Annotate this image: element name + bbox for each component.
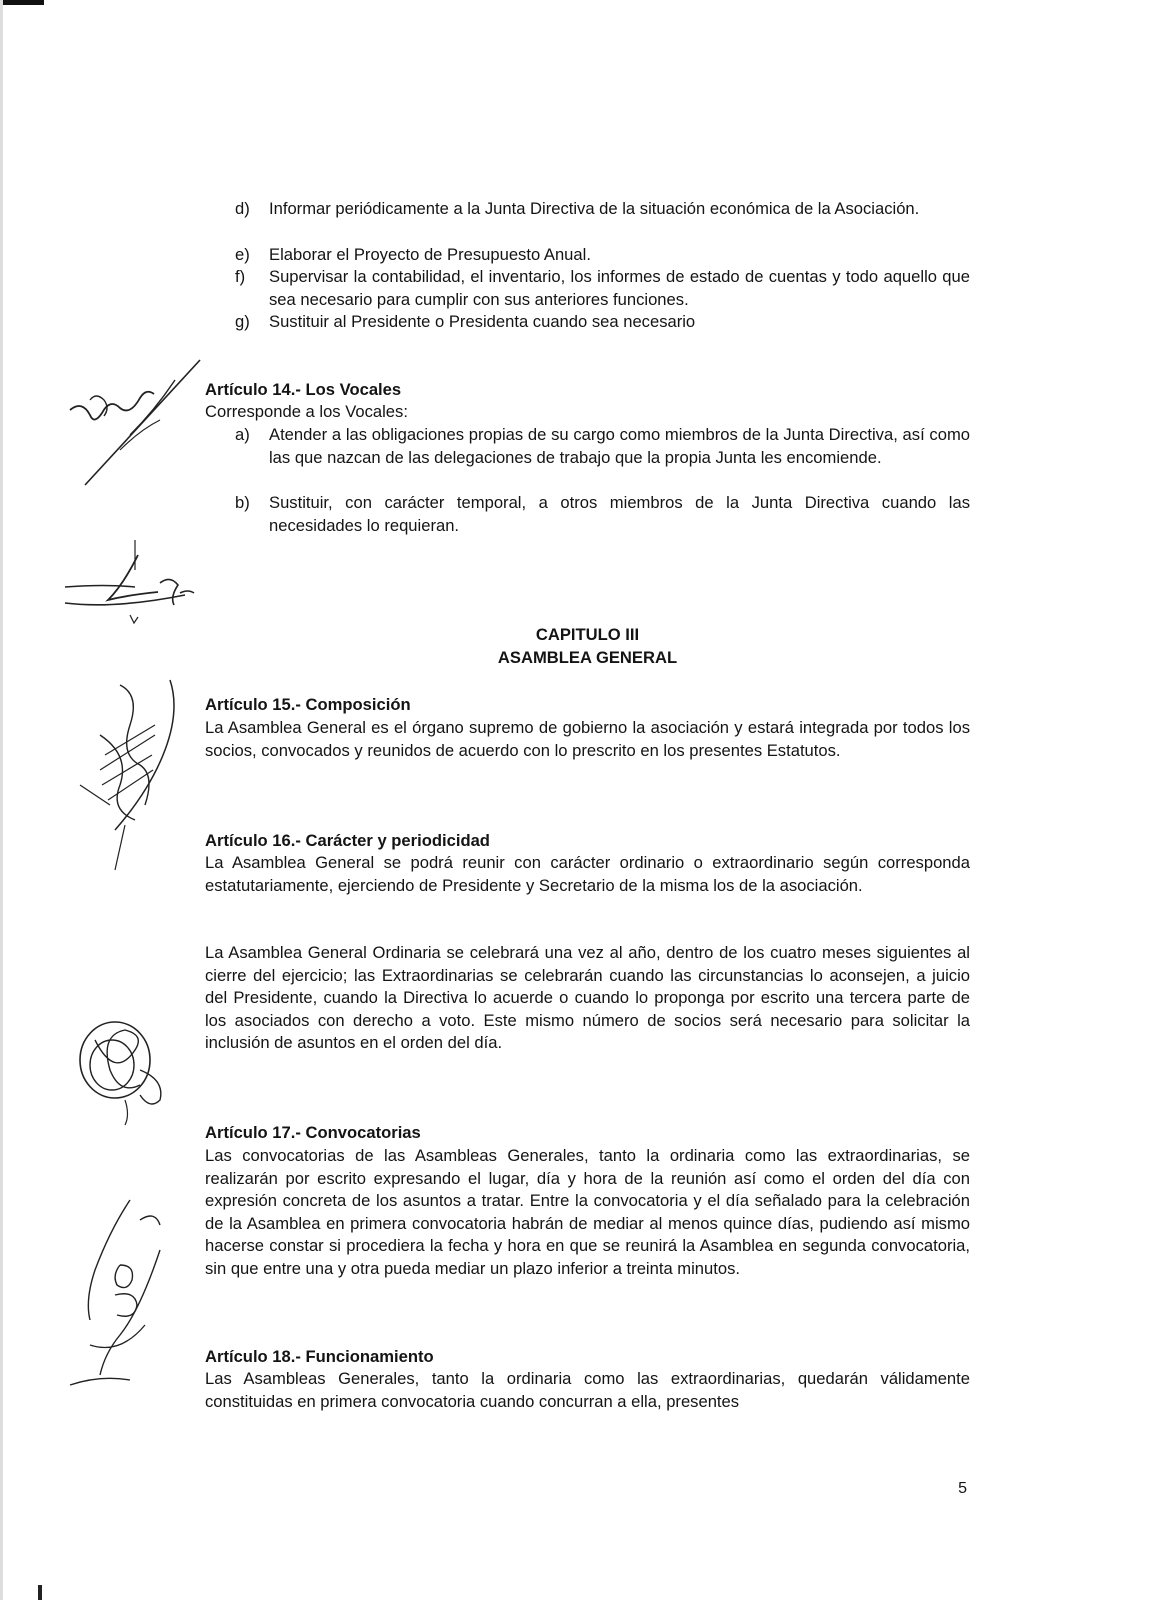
signature-2 [60, 535, 210, 645]
article-14-title: Artículo 14.- Los Vocales [205, 380, 402, 399]
signature-5 [60, 1195, 200, 1395]
chapter-number: CAPITULO III [535, 625, 640, 644]
chapter-title: ASAMBLEA GENERAL [497, 648, 678, 667]
article-15-text: La Asamblea General es el órgano supremo de gobierno la asociación y estará integrada por todos los socios, convocados y reunidos de acuerdo con lo prescrito en los presentes Estatutos. [205, 718, 970, 760]
scan-edge-mark [38, 1585, 42, 1600]
article-18-text: Las Asambleas Generales, tanto la ordinaria como las extraordinarias, quedarán válidamente constituidas en primera convocatoria cuando concurran a ella, presentes [205, 1369, 970, 1411]
article-16-paragraph: La Asamblea General se podrá reunir con carácter ordinario o extraordinario según corresponda estatutariamente, ejerciendo de Presidente y Secretario de la misma los de la asociación. [205, 853, 970, 895]
list-item-text: Supervisar la contabilidad, el inventario, los informes de estado de cuentas y todo aquello que sea necesario para cumplir con sus anteriores funciones. [269, 267, 970, 309]
article-17-text: Las convocatorias de las Asambleas Generales, tanto la ordinaria como las extraordinarias, se realizarán por escrito expresando el lugar, día y hora de la reunión así como el orden del día con expresión concreta de los asuntos a tratar. Entre la convocatoria y el día señalado para la celebración de la Asamblea en primera convocatoria habrán de mediar al menos quince días, pudiendo así mismo hacerse constar si procediera la fecha y hora en que se reunirá la Asamblea en segunda convocatoria, sin que entre una y otra pueda mediar un plazo inferior a treinta minutos. [205, 1146, 970, 1278]
scan-edge-left [0, 0, 3, 1600]
list-item [235, 311, 970, 333]
list-marker: d) [235, 199, 250, 218]
list-item [235, 492, 970, 537]
article-15-title: Artículo 15.- Composición [205, 695, 411, 714]
list-item-text: Sustituir al Presidente o Presidenta cuando sea necesario [269, 312, 696, 331]
list-item-text: Sustituir, con carácter temporal, a otros miembros de la Junta Directiva cuando las necesidades lo requieran. [269, 493, 970, 535]
article-14-intro: Corresponde a los Vocales: [205, 402, 408, 421]
scan-edge-top [0, 0, 44, 5]
list-item-text: Elaborar el Proyecto de Presupuesto Anual. [269, 245, 591, 264]
list-item-text: Atender a las obligaciones propias de su cargo como miembros de la Junta Directiva, así como las que nazcan de las delegaciones de trabajo que la propia Junta les encomiende. [269, 425, 970, 467]
list-item [235, 244, 970, 266]
list-item [235, 424, 970, 492]
list-item [235, 198, 970, 243]
signature-1 [60, 355, 210, 495]
list-marker: g) [235, 312, 250, 331]
list-item-text: Informar periódicamente a la Junta Directiva de la situación económica de la Asociación. [269, 199, 920, 218]
article-16-paragraph: La Asamblea General Ordinaria se celebrará una vez al año, dentro de los cuatro meses siguientes al cierre del ejercicio; las Extraordinarias se celebrarán cuando las circunstancias lo aconsejen, a juicio del Presidente, cuando la Directiva lo acuerde o cuando lo proponga por escrito una tercera parte de los asociados con derecho a voto. Este mismo número de socios será necesario para solicitar la inclusión de asuntos en el orden del día. [205, 943, 970, 1052]
signature-4 [70, 1010, 180, 1130]
list-marker: a) [235, 425, 250, 444]
article-16-title: Artículo 16.- Carácter y periodicidad [205, 831, 490, 850]
list-marker: f) [235, 267, 246, 286]
list-marker: b) [235, 493, 250, 512]
list-marker: e) [235, 245, 250, 264]
list-item [235, 266, 970, 311]
article-18-title: Artículo 18.- Funcionamiento [205, 1347, 434, 1366]
article-17-title: Artículo 17.- Convocatorias [205, 1123, 421, 1142]
page-number: 5 [958, 1480, 967, 1497]
signature-3 [60, 675, 190, 875]
